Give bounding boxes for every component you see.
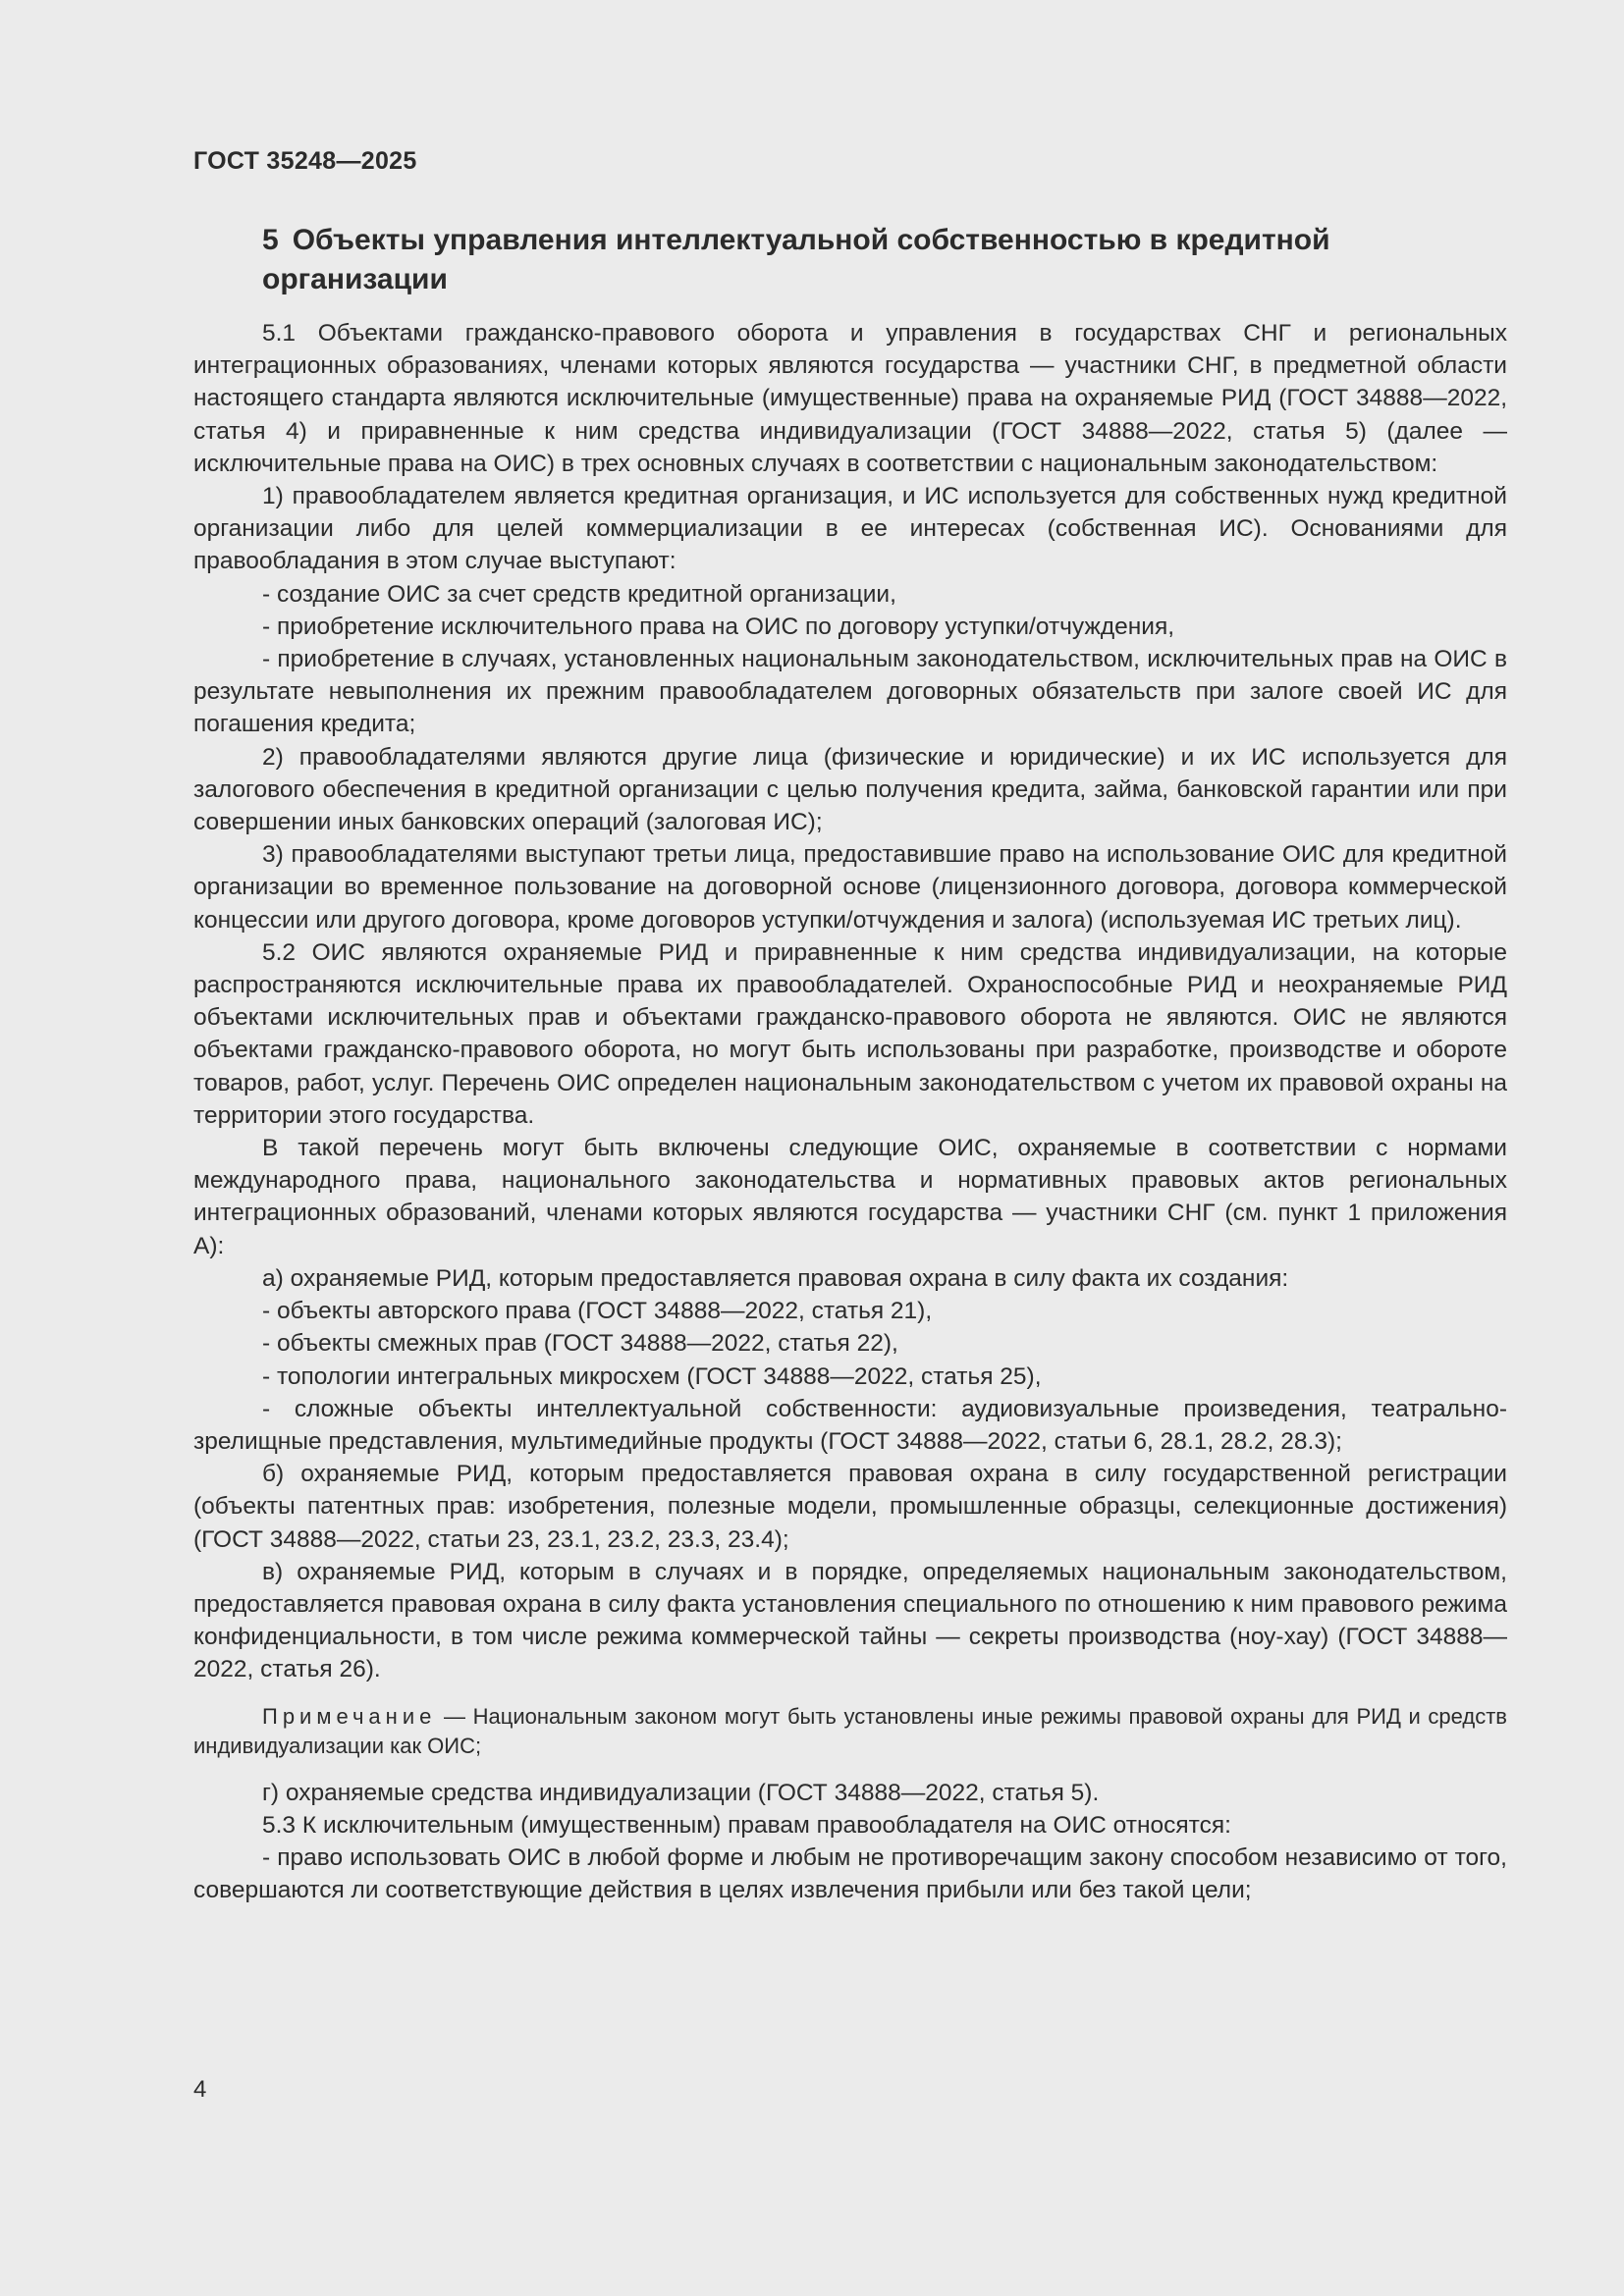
paragraph-5-2: 5.2 ОИС являются охраняемые РИД и приравненные к ним средства индивидуализации, на которые распространяются исключительные права их правообладателей. Охраноспособные РИД и неохраняемые РИД объектами исключительных прав и объектами гражданско-правового оборота не являются. ОИС не являются объектами гражданско-правового оборота, но могут быть использованы при разработке, производстве и обороте товаров, работ, услуг. Перечень ОИС определен национальным законодательством с учетом их правовой охраны на территории этого государства. — [193, 938, 1507, 1129]
paragraph-list-intro: В такой перечень могут быть включены следующие ОИС, охраняемые в соответствии с нормами международного права, национального законодательства и нормативных правовых актов региональных интеграционных образований, членами которых являются государства — участники СНГ (см. пункт 1 приложения А): — [193, 1135, 1507, 1259]
note-block — [193, 1702, 1507, 1761]
list-item-3: 3) правообладателями выступают третьи лица, предоставившие право на использование ОИС для кредитной организации во временное пользование на договорной основе (лицензионного договора, договора коммерческой концессии или другого договора, кроме договоров уступки/отчуждения и залога) (используемая ИС третьих лиц). — [193, 841, 1507, 934]
dash-item: - приобретение в случаях, установленных национальным законодательством, исключительных прав на ОИС в результате невыполнения их прежним правообладателем договорных обязательств при залоге своей ИС для погашения кредита; — [193, 646, 1507, 738]
page-number: 4 — [193, 2076, 207, 2103]
section-heading — [193, 221, 1507, 299]
list-item-2: 2) правообладателями являются другие лица (физические и юридические) и их ИС используется для залогового обеспечения в кредитной организации с целью получения кредита, займа, банковской гарантии или при совершении иных банковских операций (залоговая ИС); — [193, 743, 1507, 836]
section-title: Объекты управления интеллектуальной собственностью в кредитной организации — [262, 224, 1330, 295]
paragraph-5-3: 5.3 К исключительным (имущественным) правам правообладателя на ОИС относятся: — [262, 1811, 1231, 1839]
list-item-g: г) охраняемые средства индивидуализации (ГОСТ 34888—2022, статья 5). — [262, 1779, 1100, 1806]
page-content — [193, 221, 1507, 1906]
dash-item: - приобретение исключительного права на ОИС по договору уступки/отчуждения, — [262, 613, 1175, 640]
list-item-b: б) охраняемые РИД, которым предоставляется правовая охрана в силу государственной регистрации (объекты патентных прав: изобретения, полезные модели, промышленные образцы, селекционные достижения) (ГОСТ 34888—2022, статьи 23, 23.1, 23.2, 23.3, 23.4); — [193, 1461, 1507, 1553]
dash-item: - объекты авторского права (ГОСТ 34888—2022, статья 21), — [262, 1298, 933, 1325]
list-item-v: в) охраняемые РИД, которым в случаях и в порядке, определяемых национальным законодательством, предоставляется правовая охрана в силу факта установления специального по отношению к ним правового режима конфиденциальности, в том числе режима коммерческой тайны — секреты производства (ноу-хау) (ГОСТ 34888—2022, статья 26). — [193, 1558, 1507, 1683]
note-text: — Национальным законом могут быть установлены иные режимы правовой охраны для РИД и средств индивидуализации как ОИС; — [193, 1703, 1507, 1758]
dash-item: - сложные объекты интеллектуальной собственности: аудиовизуальные произведения, театрально-зрелищные представления, мультимедийные продукты (ГОСТ 34888—2022, статьи 6, 28.1, 28.2, 28.3); — [193, 1395, 1507, 1455]
dash-item: - объекты смежных прав (ГОСТ 34888—2022, статья 22), — [262, 1330, 898, 1358]
paragraph-5-1: 5.1 Объектами гражданско-правового оборота и управления в государствах СНГ и региональных интеграционных образованиях, членами которых являются государства — участники СНГ, в предметной области настоящего стандарта являются исключительные (имущественные) права на охраняемые РИД (ГОСТ 34888—2022, статья 4) и приравненные к ним средства индивидуализации (ГОСТ 34888—2022, статья 5) (далее — исключительные права на ОИС) в трех основных случаях в соответствии с национальным законодательством: — [193, 320, 1507, 477]
dash-item: - создание ОИС за счет средств кредитной организации, — [262, 580, 896, 608]
dash-item: - право использовать ОИС в любой форме и любым не противоречащим закону способом независимо от того, совершаются ли соответствующие действия в целях извлечения прибыли или без такой цели; — [193, 1843, 1507, 1904]
dash-item: - топологии интегральных микросхем (ГОСТ 34888—2022, статья 25), — [262, 1362, 1042, 1390]
note-label: Примечание — [262, 1703, 437, 1729]
document-code-header: ГОСТ 35248—2025 — [193, 147, 417, 175]
list-item-1: 1) правообладателем является кредитная организация, и ИС используется для собственных нужд кредитной организации либо для целей коммерциализации в ее интересах (собственная ИС). Основаниями для правообладания в этом случае выступают: — [193, 483, 1507, 575]
section-number: 5 — [262, 224, 279, 256]
list-item-a: а) охраняемые РИД, которым предоставляется правовая охрана в силу факта их создания: — [262, 1264, 1289, 1292]
